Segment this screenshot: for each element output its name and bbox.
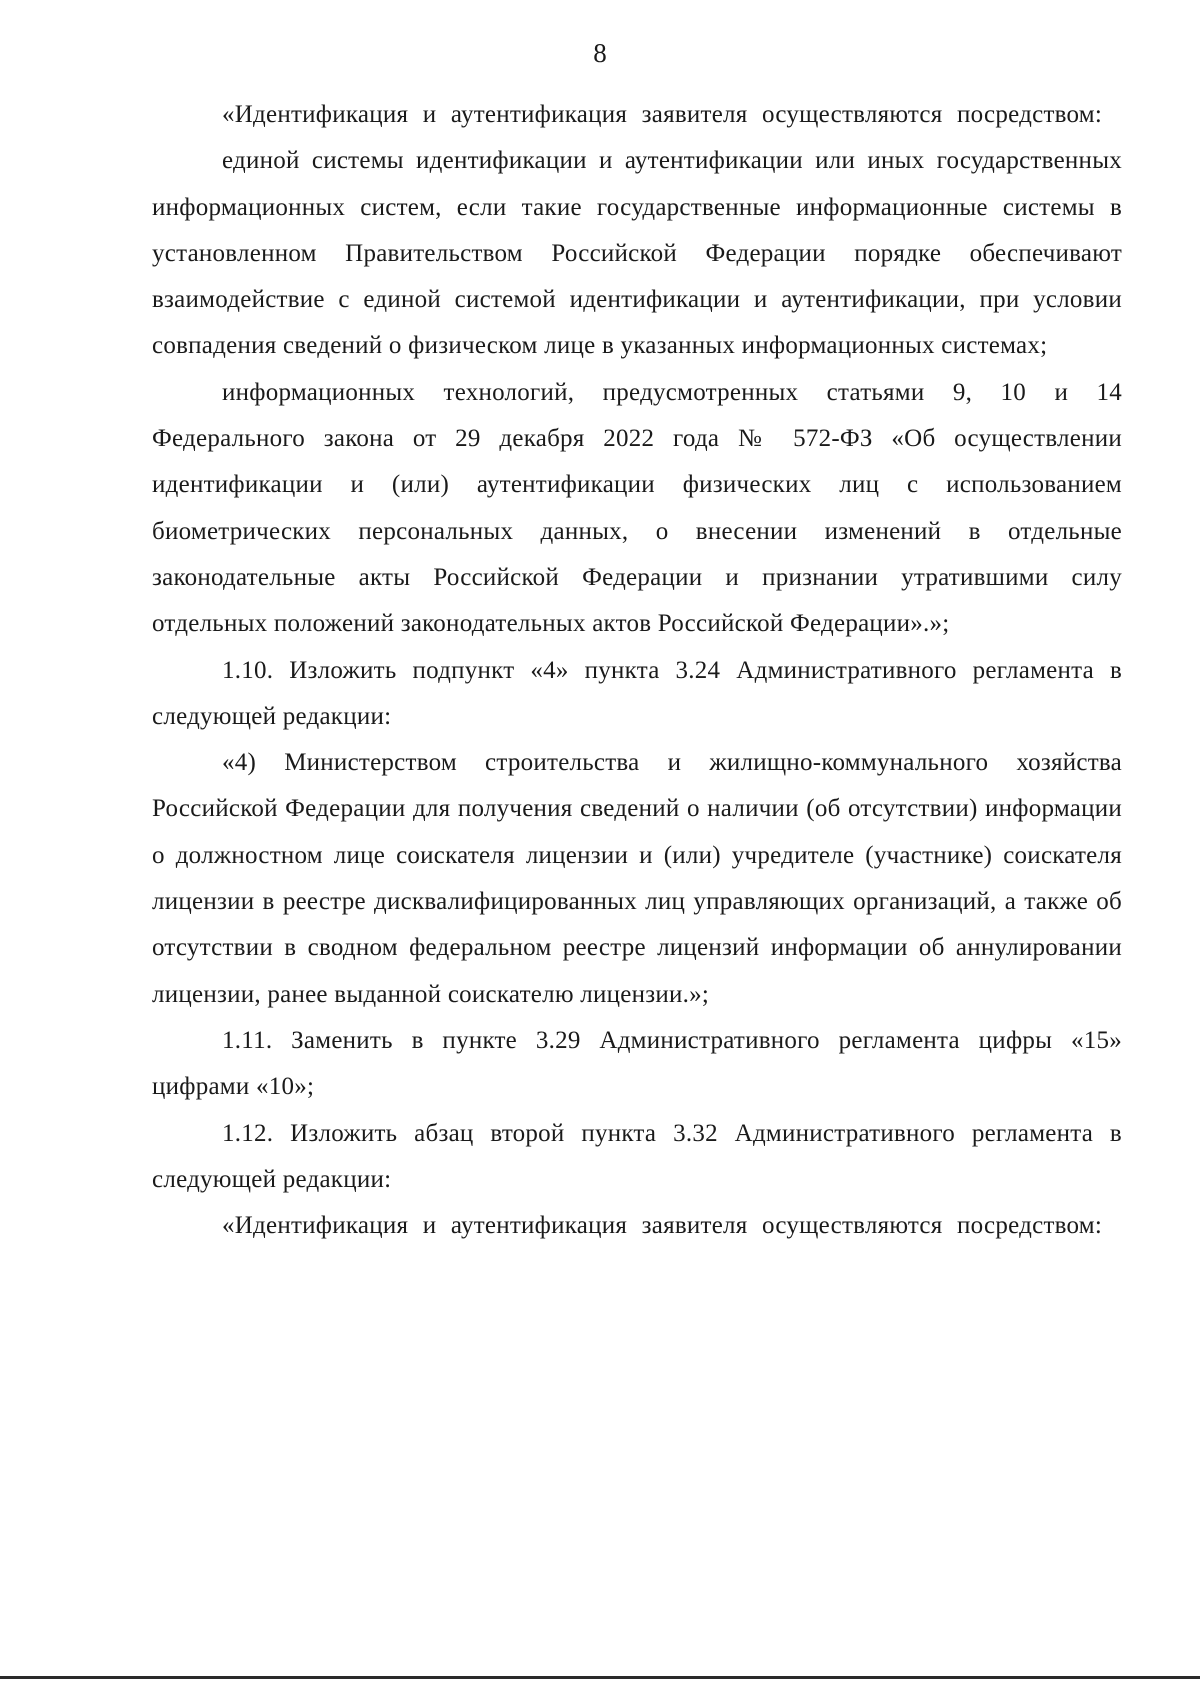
paragraph-information-technologies: информационных технологий, предусмотренных статьями 9, 10 и 14 Федерального закона от 29 декабря 2022 года № 572-ФЗ «Об осуществлении идентификации и (или) аутентификации физических лиц с использованием биометрических персональных данных, о внесении изменений в отдельные законодательные акты Российской Федерации и признании утратившими силу отдельных положений законодательных актов Российской Федерации».»;	[152, 378, 1122, 638]
bottom-scan-edge	[0, 1676, 1200, 1679]
paragraph-item-1-11: 1.11. Заменить в пункте 3.29 Административного регламента цифры «15» цифрами «10»;	[152, 1026, 1122, 1101]
page-number: 8	[593, 38, 607, 68]
paragraph-unified-system: единой системы идентификации и аутентификации или иных государственных информационных систем, если такие государственные информационные системы в установленном Правительством Российской Федерации порядке обеспечивают взаимодействие с единой системой идентификации и аутентификации, при условии совпадения сведений о физическом лице в указанных информационных системах;	[152, 147, 1122, 360]
paragraph-item-1-12: 1.12. Изложить абзац второй пункта 3.32 Административного регламента в следующей редакции:	[152, 1119, 1122, 1193]
document-body	[152, 92, 1122, 1249]
paragraph-item-1-10: 1.10. Изложить подпункт «4» пункта 3.24 Административного регламента в следующей редакции:	[152, 656, 1122, 730]
paragraph-identification-repeat: «Идентификация и аутентификация заявителя осуществляются посредством:	[222, 1212, 1103, 1240]
paragraph-identification-intro: «Идентификация и аутентификация заявителя осуществляются посредством:	[222, 101, 1103, 128]
paragraph-ministry-construction: «4) Министерством строительства и жилищно-коммунального хозяйства Российской Федерации для получения сведений о наличии (об отсутствии) информации о должностном лице соискателя лицензии и (или) учредителе (участнике) соискателя лицензии в реестре дисквалифицированных лиц управляющих организаций, а также об отсутствии в сводном федеральном реестре лицензий информации об аннулировании лицензии, ранее выданной соискателю лицензии.»;	[152, 749, 1122, 1008]
